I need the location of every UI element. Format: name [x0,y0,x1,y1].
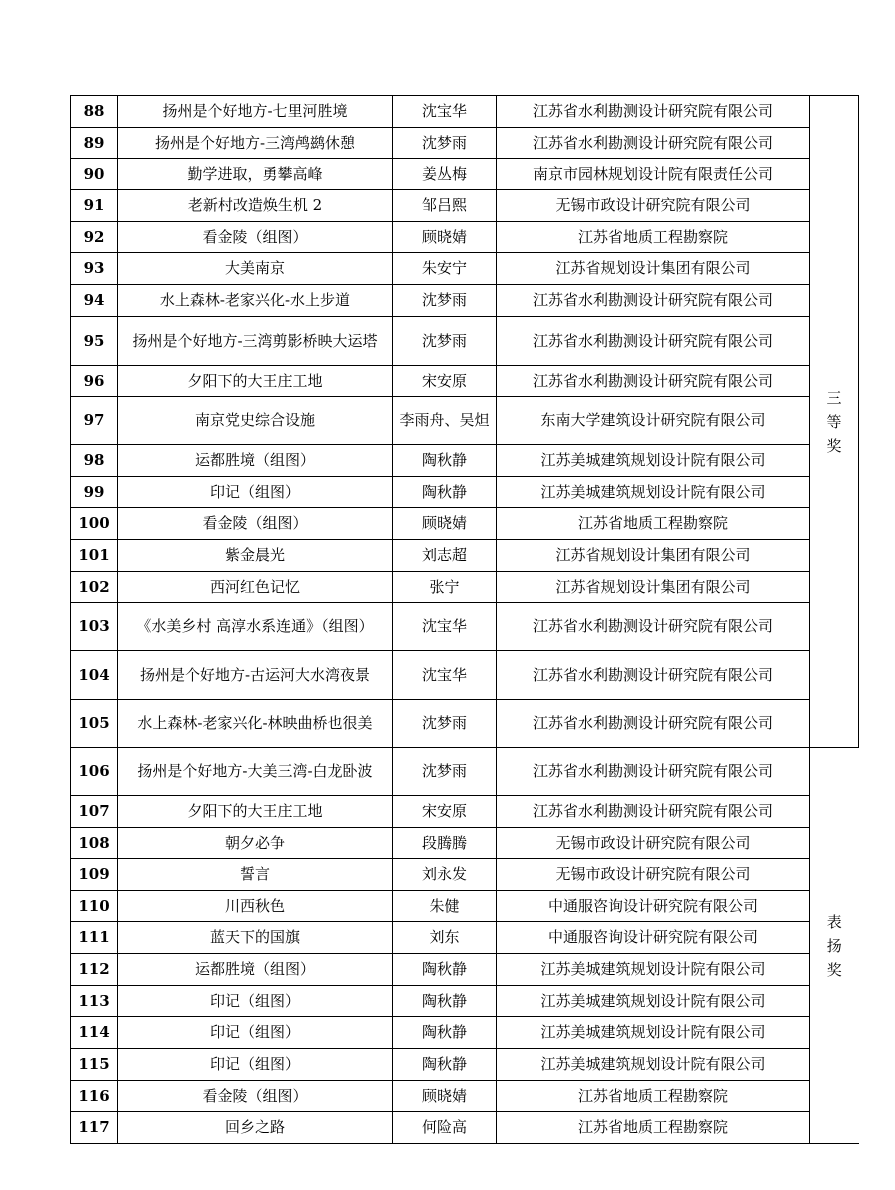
table-row [71,700,859,748]
author-name: 陶秋静 [393,1017,497,1049]
organization-name: 中通服咨询设计研究院有限公司 [497,891,810,922]
organization-name: 江苏美城建筑规划设计院有限公司 [497,986,810,1017]
table-row [71,651,859,700]
work-title: 印记（组图） [118,477,393,508]
table-row [71,828,859,859]
table-row [71,540,859,572]
organization-name: 江苏省水利勘测设计研究院有限公司 [497,285,810,317]
work-title: 蓝天下的国旗 [118,922,393,954]
organization-name: 江苏省水利勘测设计研究院有限公司 [497,96,810,128]
organization-name: 江苏省水利勘测设计研究院有限公司 [497,700,810,748]
work-title: 《水美乡村 高淳水系连通》（组图） [118,603,393,651]
work-title: 扬州是个好地方-大美三湾-白龙卧波 [118,748,393,796]
table-row [71,253,859,285]
work-title: 看金陵（组图） [118,222,393,253]
row-number: 101 [71,540,118,572]
row-number: 103 [71,603,118,651]
row-number: 113 [71,986,118,1017]
row-number: 105 [71,700,118,748]
table-row [71,1017,859,1049]
organization-name: 江苏省规划设计集团有限公司 [497,253,810,285]
work-title: 西河红色记忆 [118,572,393,603]
table-row [71,1081,859,1112]
row-number: 107 [71,796,118,828]
author-name: 沈宝华 [393,651,497,700]
organization-name: 江苏省地质工程勘察院 [497,1081,810,1112]
organization-name: 江苏美城建筑规划设计院有限公司 [497,954,810,986]
row-number: 93 [71,253,118,285]
table-row [71,397,859,445]
table-row [71,222,859,253]
table-row [71,285,859,317]
work-title: 水上森林-老家兴化-林映曲桥也很美 [118,700,393,748]
row-number: 89 [71,128,118,159]
row-number: 110 [71,891,118,922]
organization-name: 江苏美城建筑规划设计院有限公司 [497,477,810,508]
author-name: 陶秋静 [393,986,497,1017]
work-title: 朝夕必争 [118,828,393,859]
author-name: 刘志超 [393,540,497,572]
work-title: 运都胜境（组图） [118,445,393,477]
table-row [71,954,859,986]
author-name: 朱安宁 [393,253,497,285]
work-title: 看金陵（组图） [118,1081,393,1112]
author-name: 邹吕熙 [393,190,497,222]
table-row [71,128,859,159]
work-title: 誓言 [118,859,393,891]
row-number: 99 [71,477,118,508]
award-list-body [71,96,859,1144]
award-level-cell [810,96,859,748]
work-title: 川西秋色 [118,891,393,922]
table-row [71,445,859,477]
work-title: 运都胜境（组图） [118,954,393,986]
award-list-table [70,95,859,1144]
row-number: 88 [71,96,118,128]
row-number: 102 [71,572,118,603]
organization-name: 江苏省水利勘测设计研究院有限公司 [497,128,810,159]
row-number: 117 [71,1112,118,1144]
table-row [71,986,859,1017]
award-level-cell [810,748,859,1144]
row-number: 97 [71,397,118,445]
author-name: 宋安原 [393,366,497,397]
row-number: 91 [71,190,118,222]
author-name: 沈梦雨 [393,700,497,748]
organization-name: 东南大学建筑设计研究院有限公司 [497,397,810,445]
table-row [71,317,859,366]
author-name: 何险高 [393,1112,497,1144]
row-number: 112 [71,954,118,986]
organization-name: 江苏省水利勘测设计研究院有限公司 [497,603,810,651]
work-title: 扬州是个好地方-三湾剪影桥映大运塔 [118,317,393,366]
row-number: 111 [71,922,118,954]
table-row [71,748,859,796]
table-row [71,891,859,922]
work-title: 印记（组图） [118,986,393,1017]
table-row [71,477,859,508]
organization-name: 江苏省水利勘测设计研究院有限公司 [497,317,810,366]
award-level-label: 表扬奖 [826,912,842,979]
work-title: 南京党史综合设施 [118,397,393,445]
author-name: 刘永发 [393,859,497,891]
author-name: 沈梦雨 [393,128,497,159]
row-number: 95 [71,317,118,366]
award-level-label: 三等奖 [826,388,842,455]
organization-name: 江苏省水利勘测设计研究院有限公司 [497,748,810,796]
work-title: 大美南京 [118,253,393,285]
organization-name: 江苏省水利勘测设计研究院有限公司 [497,366,810,397]
table-row [71,859,859,891]
organization-name: 无锡市政设计研究院有限公司 [497,828,810,859]
author-name: 顾晓婧 [393,1081,497,1112]
work-title: 看金陵（组图） [118,508,393,540]
work-title: 印记（组图） [118,1049,393,1081]
row-number: 92 [71,222,118,253]
work-title: 扬州是个好地方-七里河胜境 [118,96,393,128]
organization-name: 江苏省地质工程勘察院 [497,508,810,540]
author-name: 姜丛梅 [393,159,497,190]
author-name: 沈宝华 [393,603,497,651]
organization-name: 江苏省规划设计集团有限公司 [497,540,810,572]
organization-name: 江苏省水利勘测设计研究院有限公司 [497,796,810,828]
author-name: 沈梦雨 [393,285,497,317]
author-name: 段腾腾 [393,828,497,859]
author-name: 李雨舟、吴炟 [393,397,497,445]
table-row [71,190,859,222]
author-name: 张宁 [393,572,497,603]
table-row [71,1049,859,1081]
organization-name: 江苏美城建筑规划设计院有限公司 [497,1049,810,1081]
work-title: 印记（组图） [118,1017,393,1049]
work-title: 紫金晨光 [118,540,393,572]
table-row [71,508,859,540]
row-number: 90 [71,159,118,190]
row-number: 108 [71,828,118,859]
organization-name: 江苏省规划设计集团有限公司 [497,572,810,603]
row-number: 96 [71,366,118,397]
author-name: 陶秋静 [393,954,497,986]
author-name: 沈梦雨 [393,748,497,796]
author-name: 沈梦雨 [393,317,497,366]
table-row [71,1112,859,1144]
table-row [71,159,859,190]
table-row [71,603,859,651]
row-number: 98 [71,445,118,477]
organization-name: 无锡市政设计研究院有限公司 [497,190,810,222]
author-name: 宋安原 [393,796,497,828]
work-title: 回乡之路 [118,1112,393,1144]
organization-name: 江苏省地质工程勘察院 [497,222,810,253]
row-number: 109 [71,859,118,891]
work-title: 老新村改造焕生机 2 [118,190,393,222]
author-name: 陶秋静 [393,445,497,477]
table-row [71,922,859,954]
author-name: 陶秋静 [393,477,497,508]
work-title: 扬州是个好地方-古运河大水湾夜景 [118,651,393,700]
work-title: 勤学进取，勇攀高峰 [118,159,393,190]
row-number: 115 [71,1049,118,1081]
author-name: 顾晓婧 [393,508,497,540]
work-title: 夕阳下的大王庄工地 [118,366,393,397]
table-row [71,96,859,128]
work-title: 水上森林-老家兴化-水上步道 [118,285,393,317]
organization-name: 江苏美城建筑规划设计院有限公司 [497,1017,810,1049]
work-title: 夕阳下的大王庄工地 [118,796,393,828]
row-number: 104 [71,651,118,700]
organization-name: 南京市园林规划设计院有限责任公司 [497,159,810,190]
row-number: 106 [71,748,118,796]
work-title: 扬州是个好地方-三湾鸬鹚休憩 [118,128,393,159]
table-row [71,572,859,603]
organization-name: 江苏省水利勘测设计研究院有限公司 [497,651,810,700]
row-number: 114 [71,1017,118,1049]
author-name: 刘东 [393,922,497,954]
row-number: 94 [71,285,118,317]
row-number: 116 [71,1081,118,1112]
author-name: 朱健 [393,891,497,922]
organization-name: 江苏省地质工程勘察院 [497,1112,810,1144]
row-number: 100 [71,508,118,540]
author-name: 沈宝华 [393,96,497,128]
organization-name: 中通服咨询设计研究院有限公司 [497,922,810,954]
table-row [71,796,859,828]
organization-name: 无锡市政设计研究院有限公司 [497,859,810,891]
table-row [71,366,859,397]
author-name: 陶秋静 [393,1049,497,1081]
organization-name: 江苏美城建筑规划设计院有限公司 [497,445,810,477]
author-name: 顾晓婧 [393,222,497,253]
